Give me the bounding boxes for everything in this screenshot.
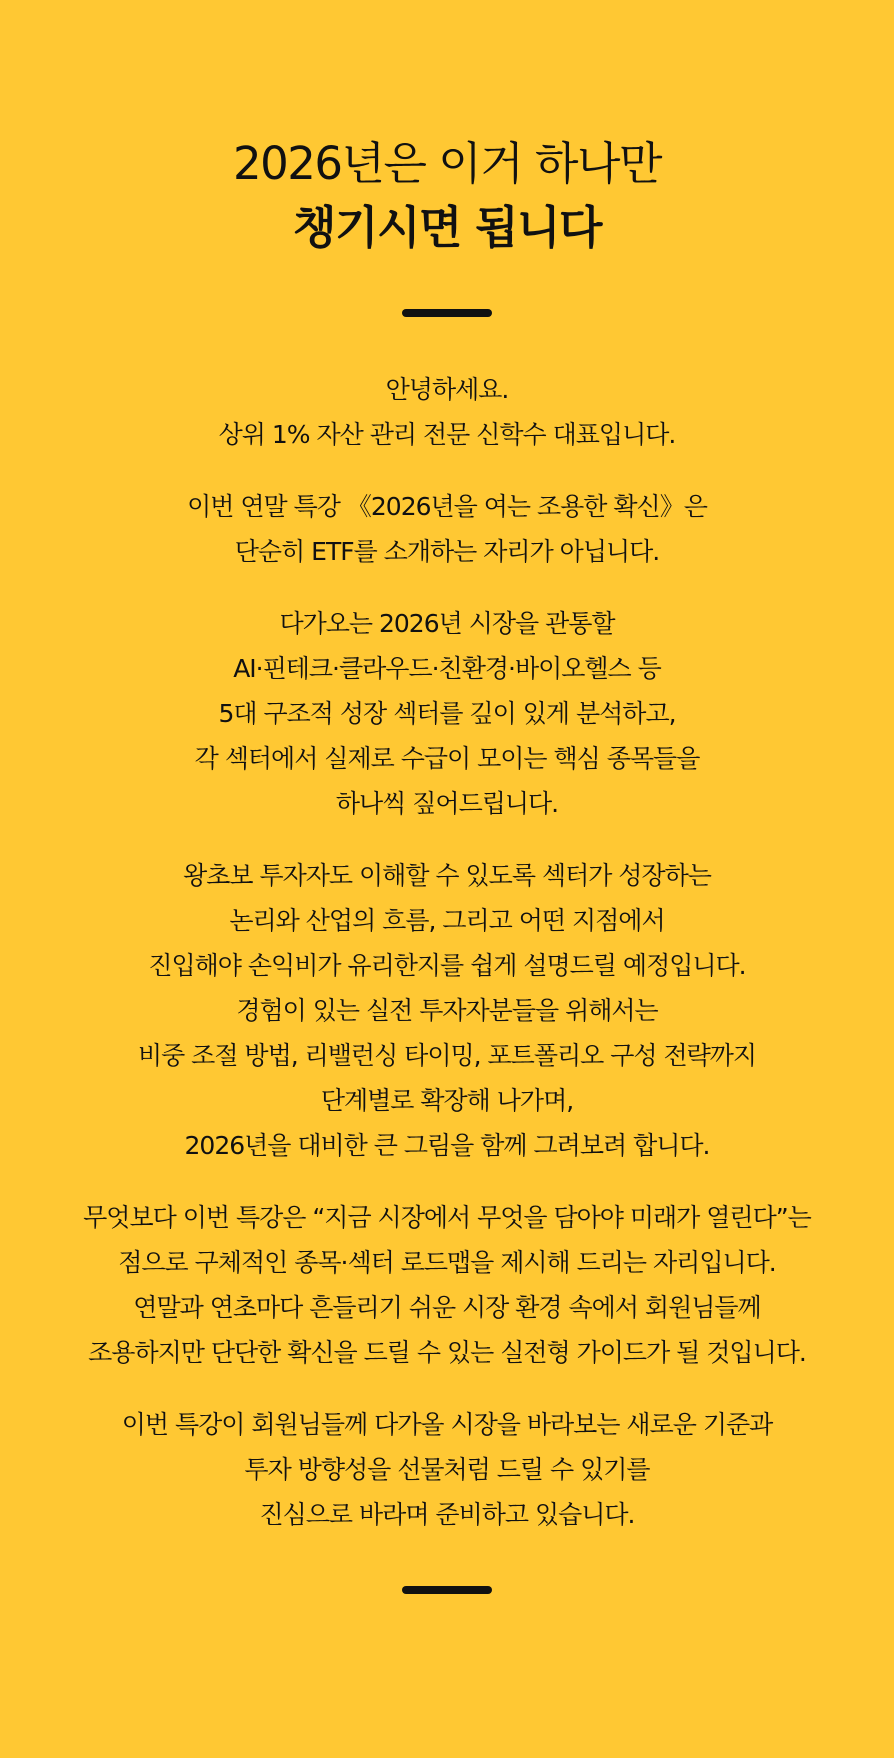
text-line: 투자 방향성을 선물처럼 드릴 수 있기를 (244, 1455, 650, 1484)
body-text (0, 367, 894, 1564)
text-line: 단계별로 확장해 나가며, (320, 1086, 574, 1115)
text-line: 연말과 연초마다 흔들리기 쉬운 시장 환경 속에서 회원님들께 (133, 1293, 761, 1322)
text-line: 5대 구조적 성장 섹터를 깊이 있게 분석하고, (218, 699, 676, 728)
top-divider (402, 309, 492, 317)
paragraph-intro (0, 484, 894, 574)
paragraph-roadmap (0, 1195, 894, 1375)
text-line: 단순히 ETF를 소개하는 자리가 아닙니다. (234, 537, 660, 566)
paragraph-sectors (0, 601, 894, 826)
text-line: 진심으로 바라며 준비하고 있습니다. (259, 1500, 635, 1529)
text-line: 2026년을 대비한 큰 그림을 함께 그려보려 합니다. (184, 1131, 710, 1160)
text-line: 무엇보다 이번 특강은 “지금 시장에서 무엇을 담아야 미래가 열린다”는 (83, 1203, 811, 1232)
text-line: 상위 1% 자산 관리 전문 신학수 대표입니다. (218, 420, 676, 449)
title-line-1: 2026년은 이거 하나만 (233, 137, 661, 190)
text-line: 비중 조절 방법, 리밸런싱 타이밍, 포트폴리오 구성 전략까지 (137, 1041, 757, 1070)
page-title (0, 132, 894, 260)
text-line: 조용하지만 단단한 확신을 드릴 수 있는 실전형 가이드가 될 것입니다. (88, 1338, 806, 1367)
title-line-2: 챙기시면 됩니다 (293, 201, 601, 254)
paragraph-closing (0, 1402, 894, 1537)
text-line: 하나씩 짚어드립니다. (335, 789, 559, 818)
text-line: AI·핀테크·클라우드·친환경·바이오헬스 등 (233, 654, 661, 683)
text-line: 논리와 산업의 흐름, 그리고 어떤 지점에서 (229, 906, 665, 935)
text-line: 이번 특강이 회원님들께 다가올 시장을 바라보는 새로운 기준과 (121, 1410, 773, 1439)
text-line: 이번 연말 특강 《2026년을 여는 조용한 확신》은 (187, 492, 707, 521)
text-line: 점으로 구체적인 종목·섹터 로드맵을 제시해 드리는 자리입니다. (118, 1248, 776, 1277)
text-line: 왕초보 투자자도 이해할 수 있도록 섹터가 성장하는 (183, 861, 711, 890)
text-line: 진입해야 손익비가 유리한지를 쉽게 설명드릴 예정입니다. (148, 951, 746, 980)
text-line: 다가오는 2026년 시장을 관통할 (279, 609, 615, 638)
text-line: 안녕하세요. (385, 375, 509, 404)
text-line: 각 섹터에서 실제로 수급이 모이는 핵심 종목들을 (194, 744, 700, 773)
text-line: 경험이 있는 실전 투자자분들을 위해서는 (236, 996, 658, 1025)
paragraph-audience (0, 853, 894, 1168)
bottom-divider (402, 1586, 492, 1594)
paragraph-greeting (0, 367, 894, 457)
